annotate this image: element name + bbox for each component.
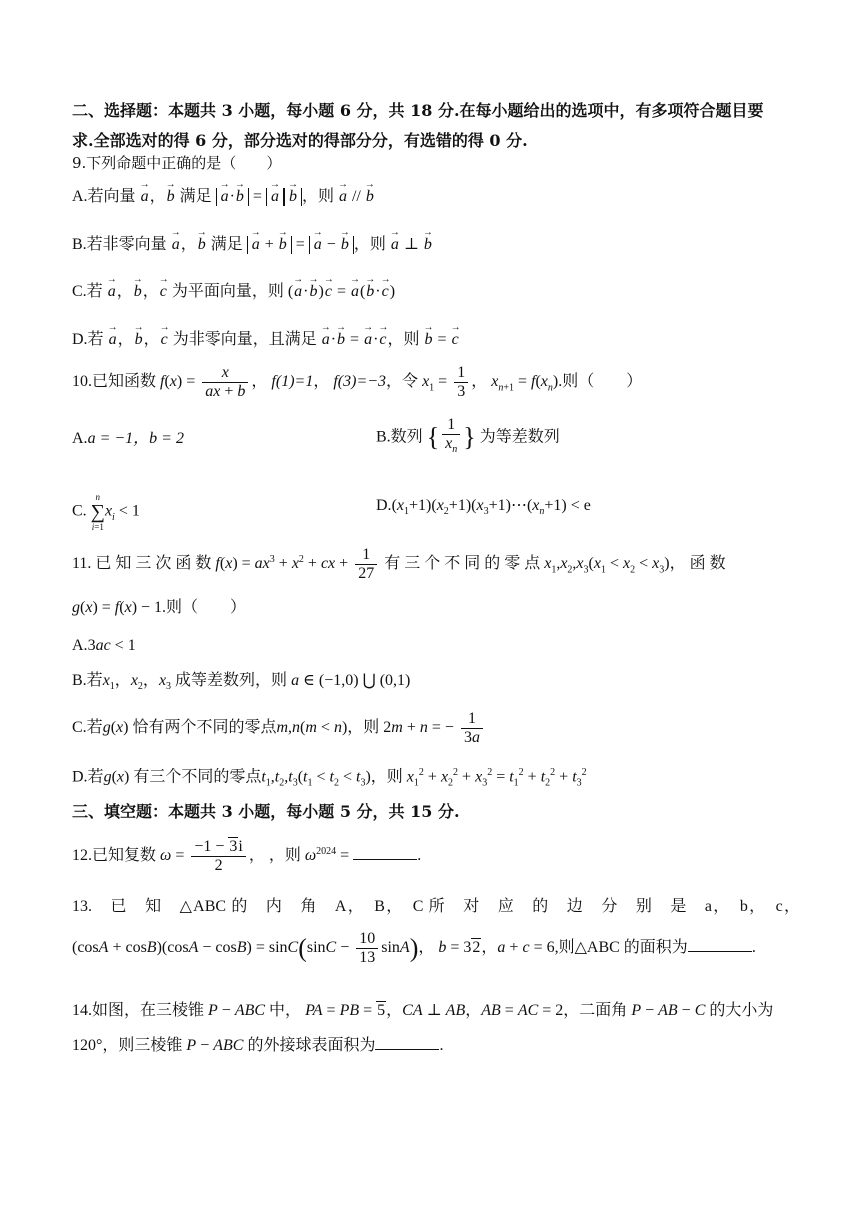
section-3-header: 三、填空题：本题共 3 小题，每小题 5 分，共 15 分. (72, 802, 460, 821)
section-2-header-line2: 求.全部选对的得 6 分，部分选对的得部分分，有选错的得 0 分. (72, 131, 528, 150)
q14-line1: 14.如图，在三棱锥 P − ABC 中， PA = PB = 5，CA ⊥ AB，AB = AC = 2，二面角 P − AB − C 的大小为 (72, 1002, 774, 1019)
q13-line1: 13. 已 知 △ABC 的 内 角 A， B， C 所 对 应 的 边 分 别 是 a， b， c， (72, 898, 800, 915)
q9-stem: 9.下列命题中正确的是（ ） (72, 154, 282, 172)
q11-stem-line1: 11. 已 知 三 次 函 数 $f(x) = ax^3 + x^2$ + cx + $\frac{1}{27}$ 有 三 个 不 同 的 零 点 $x_1,x_2,x_3(x_1 < x_2 < x_3)$， 函 数 (72, 546, 726, 582)
q11-stem-line2: g(x) = f(x) − 1.则（ ） (72, 599, 247, 616)
q10-option-a: A.a = −1，b = 2 (72, 430, 184, 447)
q14-line2: 120°，则三棱锥 P − ABC 的外接球表面积为 . (72, 1037, 444, 1054)
q12-answer-blank[interactable] (353, 845, 417, 860)
q10-option-c: C. n ∑ i=1 $x_i < 1$ (72, 492, 140, 532)
q11-option-d: D.若g(x) 有三个不同的零点$t_1,t_2,t_3(t_1 < t_2 < t_3)$，则 $x_1^2 + x_2^2 + x_3^2 = t_1^2 + t_2^2 + t_3^2$ (72, 767, 587, 789)
section-2-header (72, 96, 800, 156)
q11-option-a: A.3ac < 1 (72, 637, 136, 654)
q14-answer-blank[interactable] (375, 1035, 439, 1050)
q11-option-b: B.若$x_1$，$x_2$，$x_3$ 成等差数列，则 a ∈ (−1,0) ⋃ (0,1) (72, 672, 411, 693)
q12: 12.已知复数 ω = $\frac{-1 - 3i}{2}$ ， ，则 $\omega^{2024}$ = . (72, 838, 422, 874)
q10-stem: 10.已知函数 f(x) = $\frac{x}{ax + b}$ ， f(1)=1， f(3)=−3，令 $x_1$ = $\frac{1}{3}$ ， $x_{n+1} = f(x_n)$.则（ ） (72, 364, 643, 400)
q9-option-b: B.若非零向量 → a，→ b 满足 → a + → b = → a − → b ，则 → a ⊥ → b (72, 234, 800, 256)
q13-answer-blank[interactable] (688, 937, 752, 952)
q13-line2: (cosA + cosB)(cosA − cosB) = sinC(sinC − $\frac{10}{13}$ sinA)， b = 32，a + c = 6,则△ABC 的面积为 . (72, 930, 756, 966)
q11-option-c: C.若g(x) 恰有两个不同的零点m,n(m < n)，则 2m + n = − $\frac{1}{3a}$ (72, 710, 800, 747)
q9-option-c: C.若 → a，→ b，→ c 为平面向量，则 (→ a·→ b)→ c = → a(→ b·→ c) (72, 281, 800, 303)
q10-option-b: B.数列 { $\frac{1}{x_n}$ } 为等差数列 (376, 416, 560, 456)
q9-option-d: D.若 → a，→ b，→ c 为非零向量，且满足 → a·→ b = → a·→ c，则 → b = → c (72, 329, 800, 351)
section-2-header-line1: 二、选择题：本题共 3 小题，每小题 6 分，共 18 分.在每小题给出的选项中，有多项符合题目要 (72, 101, 764, 120)
q10-option-d: $D.(x_1+1)(x_2+1)(x_3+1)\cdots(x_n+1) < e$ (376, 497, 591, 518)
q9-option-a: A.若向量 → a，→ b 满足 → a·→ b = → a→ b ，则 → a // → b (72, 186, 800, 208)
